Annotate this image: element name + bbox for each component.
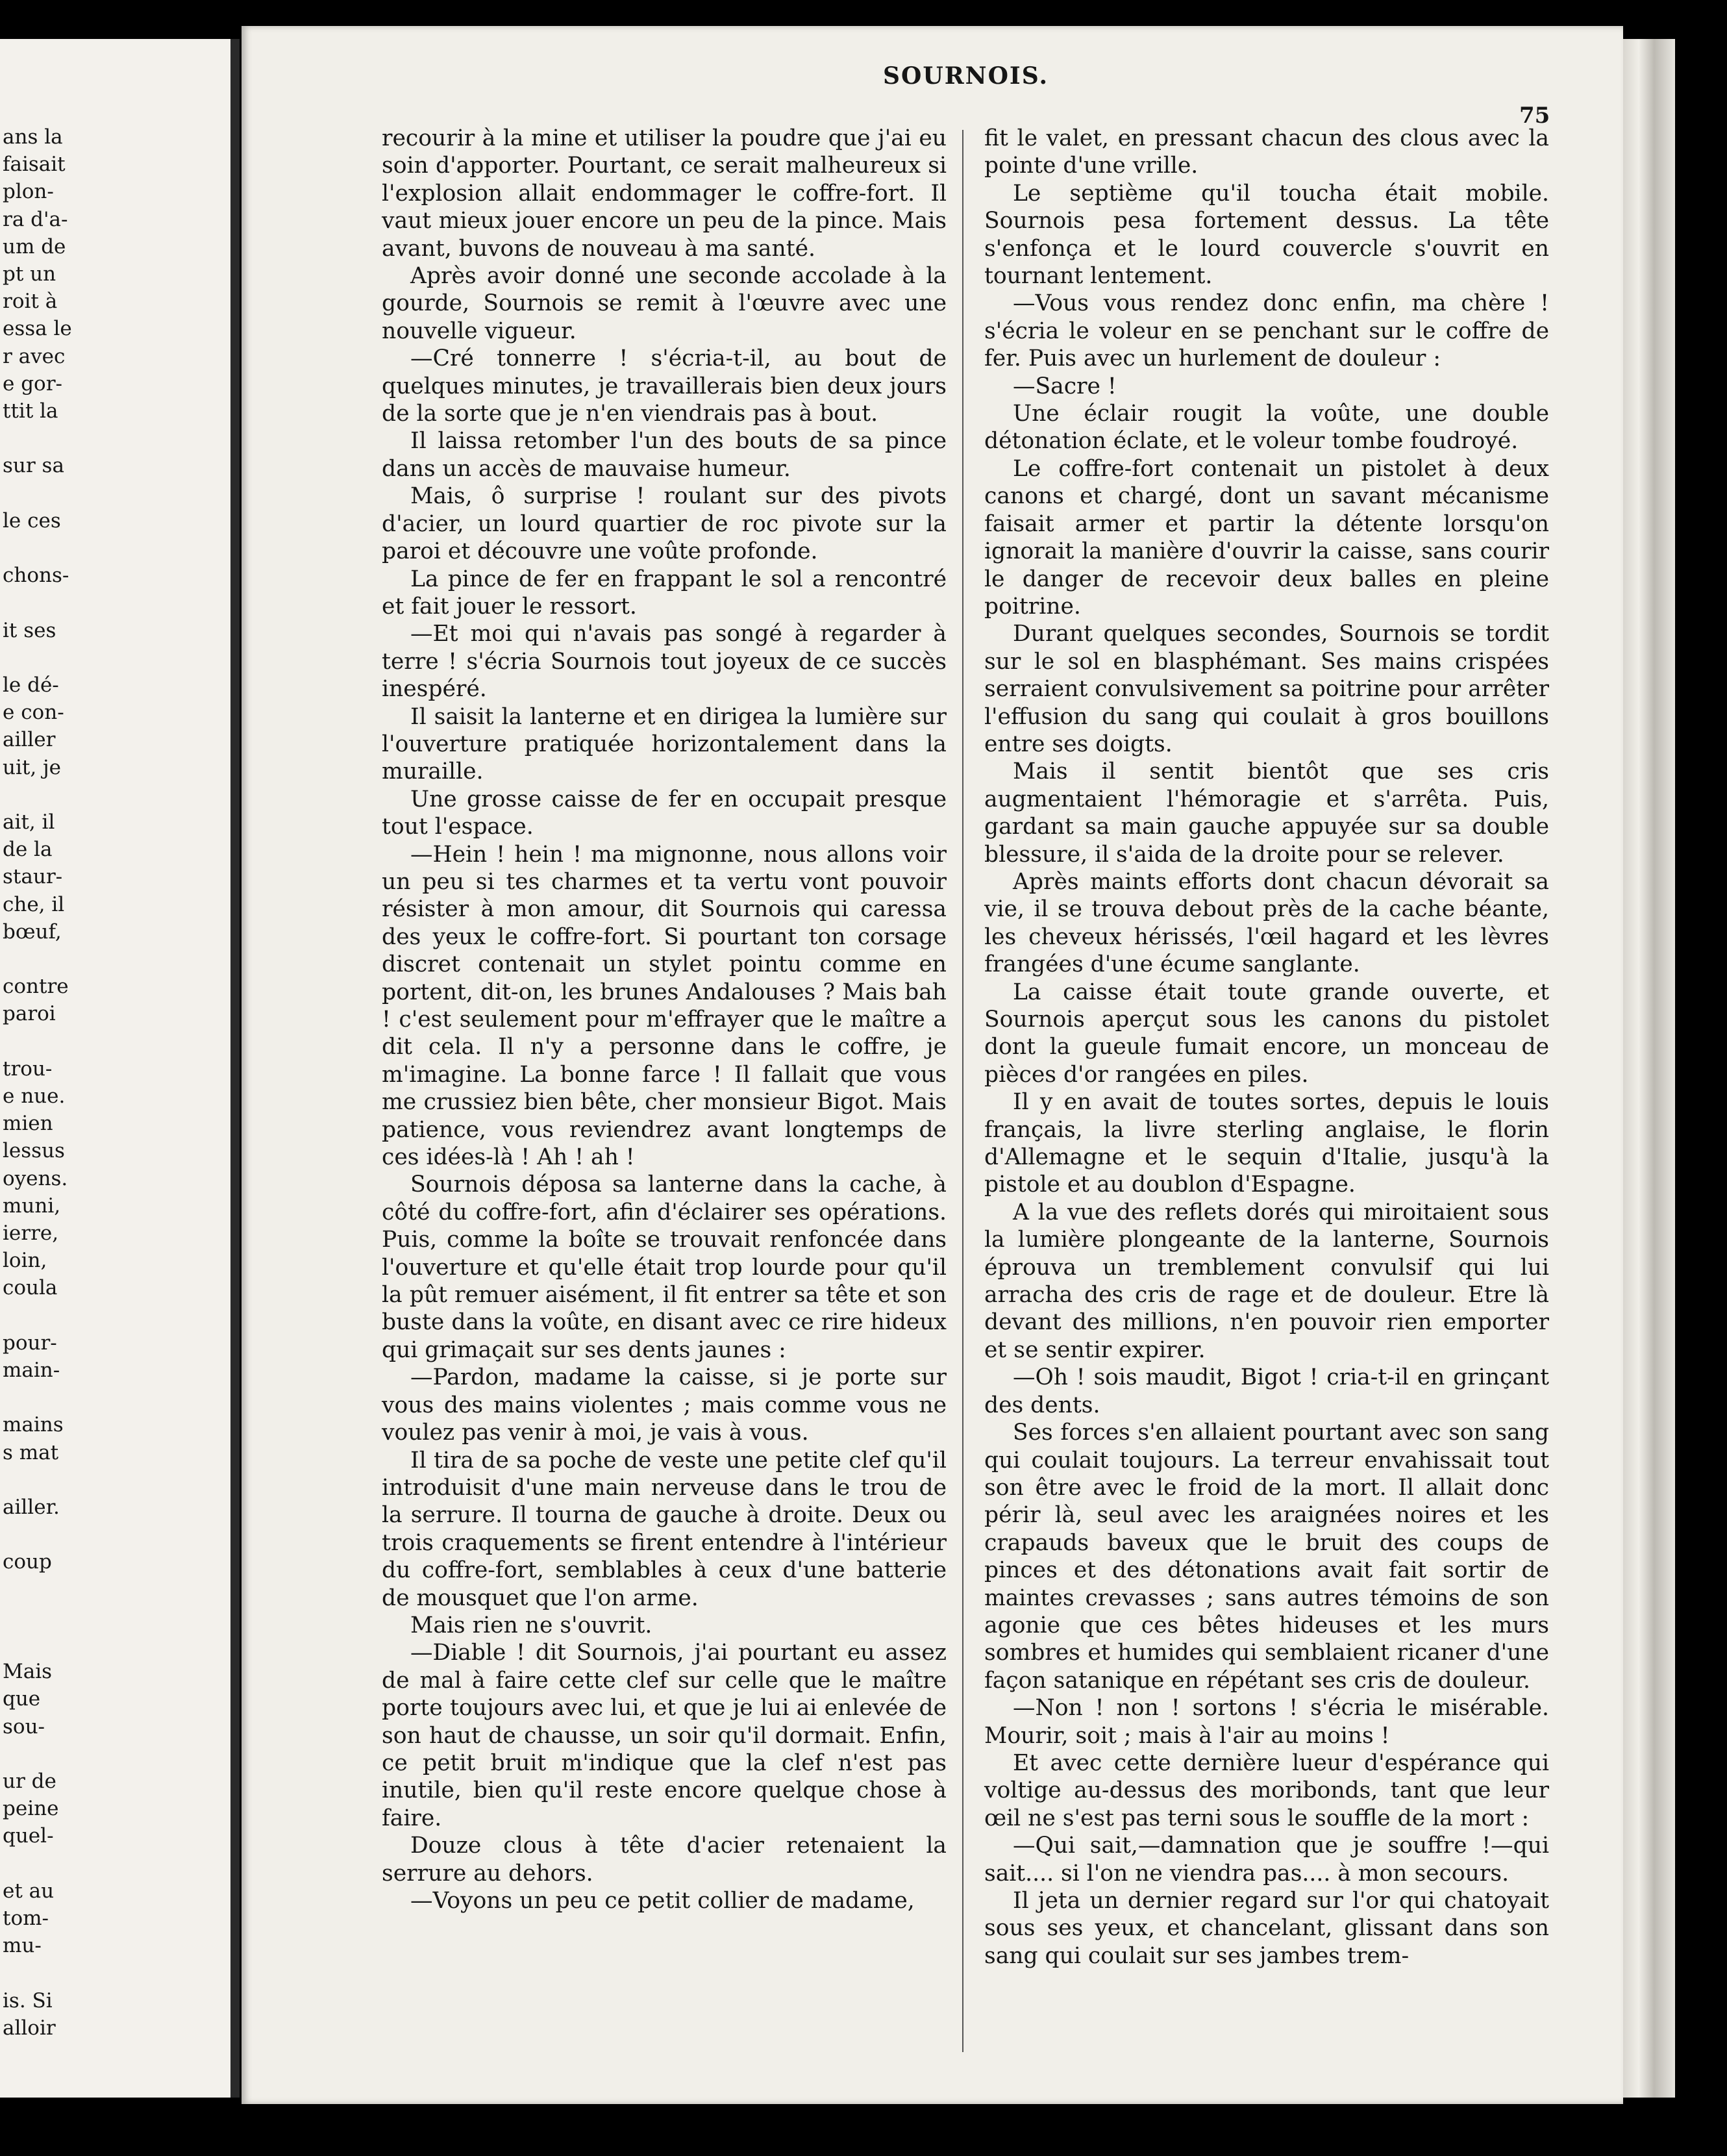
facing-page-line: que [3, 1687, 41, 1711]
facing-page-line: bœuf, [3, 920, 62, 944]
facing-page-line: et au [3, 1879, 55, 1903]
facing-page-line [3, 1603, 9, 1631]
facing-page-line: ttit la [3, 399, 58, 423]
paragraph: —Cré tonnerre ! s'écria-t-il, au bout de quelques minutes, je travaillerais bien deux jours de la sorte que je n'en viendrais pas à bout. [382, 345, 947, 427]
facing-page-line: r avec [3, 344, 66, 368]
paragraph: —Hein ! hein ! ma mignonne, nous allons voir un peu si tes charmes et ta vertu vont pouvoir résister à mon amour, dit Sournois qui caressa des yeux le coffre-fort. Si pourtant ton corsage discret contenait un stylet pointu comme en portent, dit-on, les brunes Andalouses ? Mais bah ! c'est seulement pour m'effrayer que le maître a dit cela. Il n'y a personne dans le coffre, je m'imagine. La bonne farce ! Il fallait que vous me crussiez bien bête, cher monsieur Bigot. Mais patience, vous reviendrez avant longtemps de ces idées-là ! Ah ! ah ! [382, 841, 947, 1171]
facing-page-line: mains [3, 1413, 64, 1437]
paragraph: Mais, ô surprise ! roulant sur des pivots d'acier, un lourd quartier de roc pivote sur la paroi et découvre une voûte profonde. [382, 483, 947, 565]
paragraph: Il tira de sa poche de veste une petite clef qu'il introduisit d'une main nerveuse dans le trou de la serrure. Il tourna de gauche à droite. Deux ou trois craquements se firent entendre à l'intérieur du coffre-fort, semblables à ceux d'une batterie de mousquet que l'on arme. [382, 1447, 947, 1611]
paragraph: Une éclair rougit la voûte, une double détonation éclate, et le voleur tombe foudroyé. [984, 401, 1549, 455]
facing-page-line: main- [3, 1359, 60, 1382]
facing-page-line: pt un [3, 262, 56, 286]
facing-page-line: um de [3, 234, 66, 258]
facing-page-line: paroi [3, 1002, 56, 1026]
facing-page-line: ierre, [3, 1222, 59, 1245]
facing-page-line [3, 1384, 9, 1411]
paragraph: Mais il sentit bientôt que ses cris augmentaient l'hémoragie et s'arrêta. Puis, gardant sa main gauche appuyée sur sa double blessure, il s'aida de la droite pour se relever. [984, 758, 1549, 868]
facing-page-line: e gor- [3, 371, 63, 395]
paragraph: Sournois déposa sa lanterne dans la cache, à côté du coffre-fort, afin d'éclairer ses opérations. Puis, comme la boîte se trouvait renfoncée dans l'ouverture et qu'elle était trop lourde pour qu'il la pût remuer aisément, il fit entrer sa tête et son buste dans la voûte, en disant avec ce rire hideux qui grimaçait sur ses dents jaunes : [382, 1172, 947, 1363]
paragraph: La pince de fer en frappant le sol a rencontré et fait jouer le ressort. [382, 566, 947, 620]
facing-page-line: ailler. [3, 1496, 60, 1519]
facing-page-line [3, 781, 9, 808]
facing-page-line: coup [3, 1550, 52, 1574]
paragraph: Il y en avait de toutes sortes, depuis le louis français, la livre sterling anglaise, le florin d'Allemagne et le sequin d'Italie, jusqu'à la pistole et au doublon d'Espagne. [984, 1089, 1549, 1198]
paragraph: A la vue des reflets dorés qui miroitaient sous la lumière plongeante de la lanterne, Sournois éprouva un tremblement convulsif qui lui arracha des cris de rage et de douleur. Etre là devant des millions, n'en pouvoir rien emporter et se sentir expirer. [984, 1199, 1549, 1363]
facing-page-line [3, 644, 9, 671]
facing-page-line: sur sa [3, 454, 64, 478]
facing-page-line: ans la [3, 125, 63, 149]
paragraph: —Voyons un peu ce petit collier de madame, [410, 1888, 915, 1914]
facing-page-line: de la [3, 838, 53, 862]
facing-page-line: che, il [3, 892, 65, 916]
paragraph: Il laissa retomber l'un des bouts de sa pince dans un accès de mauvaise humeur. [382, 428, 947, 482]
facing-page-line: contre [3, 975, 69, 999]
paragraph: —Diable ! dit Sournois, j'ai pourtant eu assez de mal à faire cette clef sur celle que le maître porte toujours avec lui, et que je lui ai enlevée de son haut de chausse, un soir qu'il dormait. Enfin, ce petit bruit m'indique que la clef n'est pas inutile, bien qu'il reste encore quelque chose à faire. [382, 1640, 947, 1831]
text-column-left [382, 125, 947, 1914]
paragraph: Il jeta un dernier regard sur l'or qui chatoyait sous ses yeux, et chancelant, glissant dans son sang qui coulait sur ses jambes trem- [984, 1888, 1549, 1969]
facing-page-left [0, 39, 230, 2098]
text-column-right [984, 125, 1549, 1970]
facing-page-line: s mat [3, 1440, 59, 1464]
facing-page-line: lessus [3, 1139, 65, 1163]
facing-page-line: peine [3, 1797, 59, 1821]
paragraph: Après maints efforts dont chacun dévorait sa vie, il se trouva debout près de la cache béante, les cheveux hérissés, l'œil hagard et les lèvres frangées d'une écume sanglante. [984, 868, 1549, 978]
facing-page-line: le dé- [3, 673, 59, 697]
paragraph: —Vous vous rendez donc enfin, ma chère ! s'écria le voleur en se penchant sur le coffre de fer. Puis avec un hurlement de douleur : [984, 290, 1549, 372]
facing-page-line: pour- [3, 1331, 57, 1355]
paragraph: Durant quelques secondes, Sournois se tordit sur le sol en blasphémant. Ses mains crispées serraient convulsivement sa poitrine pour arrêter l'effusion du sang qui coulait à gros bouillons entre ses doigts. [984, 621, 1549, 757]
facing-page-line: trou- [3, 1057, 53, 1081]
facing-page-line [3, 1466, 9, 1494]
running-head: SOURNOIS. [883, 62, 1049, 90]
facing-page-line: loin, [3, 1249, 47, 1273]
facing-page-line [3, 1631, 9, 1658]
facing-page-line: ailler [3, 728, 56, 752]
paragraph: Le coffre-fort contenait un pistolet à deux canons et chargé, dont un savant mécanisme faisait armer et partir la détente lorsqu'on ignorait la manière d'ouvrir la caisse, sans courir le danger de recevoir deux balles en pleine poitrine. [984, 455, 1549, 620]
facing-page-line [3, 1302, 9, 1329]
column-rule [962, 130, 963, 2052]
facing-page-line: alloir [3, 2016, 56, 2040]
facing-page-line: coula [3, 1276, 58, 1300]
paragraph: Une grosse caisse de fer en occupait presque tout l'espace. [382, 786, 947, 840]
paragraph: recourir à la mine et utiliser la poudre que j'ai eu soin d'apporter. Pourtant, ce serait malheureux si l'explosion allait endommager le coffre-fort. Il vaut mieux jouer encore un peu de la pince. Mais avant, buvons de nouveau à ma santé. [382, 125, 947, 262]
facing-page-line [3, 1850, 9, 1877]
facing-page-line [3, 1959, 9, 1987]
facing-page-line: e nue. [3, 1084, 66, 1108]
facing-page-line: mien [3, 1112, 53, 1136]
facing-page-line: ra d'a- [3, 207, 68, 231]
facing-page-line: mu- [3, 1934, 42, 1958]
facing-page-line: Mais [3, 1660, 53, 1684]
paragraph: Il saisit la lanterne et en dirigea la lumière sur l'ouverture pratiquée horizontalement dans la muraille. [382, 703, 947, 785]
facing-page-line: staur- [3, 865, 63, 889]
facing-page-line: roit à [3, 290, 58, 314]
facing-page-line [3, 589, 9, 616]
paragraph: —Pardon, madame la caisse, si je porte sur vous des mains violentes ; mais comme vous ne voulez pas venir à moi, je vais à vous. [382, 1364, 947, 1446]
paragraph: fit le valet, en pressant chacun des clous avec la pointe d'une vrille. [984, 125, 1549, 179]
paragraph: Ses forces s'en allaient pourtant avec son sang qui coulait toujours. La terreur envahissait tout son être avec le froid de la mort. Il allait donc périr là, seul avec les araignées noires et les crapauds baveux que le bruit des coups de pinces et des détonations avait fait sortir de maintes crevasses ; sans autres témoins de son agonie que ces bêtes hideuses et les murs sombres et humides qui semblaient ricaner d'une façon satanique en répétant ses cris de douleur. [984, 1420, 1549, 1694]
paragraph: —Oh ! sois maudit, Bigot ! cria-t-il en grinçant des dents. [984, 1364, 1549, 1418]
facing-page-line: quel- [3, 1824, 54, 1848]
facing-page-line: chons- [3, 564, 69, 588]
facing-page-line: plon- [3, 180, 54, 204]
facing-page-line [3, 1028, 9, 1055]
facing-page-line: is. Si [3, 1988, 53, 2012]
facing-page-line: le ces [3, 508, 61, 533]
page-edges [1623, 39, 1675, 2098]
page-number: 75 [1519, 103, 1550, 129]
facing-page-line: oyens. [3, 1166, 68, 1190]
paragraph: Mais rien ne s'ouvrit. [410, 1612, 652, 1638]
facing-page-line [3, 1740, 9, 1768]
paragraph: Douze clous à tête d'acier retenaient la serrure au dehors. [382, 1833, 947, 1886]
facing-page-line [3, 534, 9, 562]
facing-page-line: ait, il [3, 810, 55, 834]
facing-page-line [3, 946, 9, 973]
facing-page-line: essa le [3, 317, 72, 341]
book-gutter [230, 39, 240, 2098]
paragraph: Après avoir donné une seconde accolade à la gourde, Sournois se remit à l'œuvre avec une nouvelle vigueur. [382, 263, 947, 344]
facing-page-line [3, 1576, 9, 1603]
facing-page-line: it ses [3, 618, 56, 642]
paragraph: —Sacre ! [1013, 373, 1117, 399]
facing-page-line [3, 480, 9, 507]
facing-page-line: uit, je [3, 755, 62, 779]
facing-page-line: sou- [3, 1714, 45, 1738]
paragraph: Et avec cette dernière lueur d'espérance qui voltige au-dessus des moribonds, tant que leur œil ne s'est pas terni sous le souffle de la mort : [984, 1749, 1549, 1831]
paragraph: Le septième qu'il toucha était mobile. Sournois pesa fortement dessus. La tête s'enfonça et le lourd couvercle s'ouvrit en tournant lentement. [984, 180, 1549, 290]
paragraph: —Non ! non ! sortons ! s'écria le misérable. Mourir, soit ; mais à l'air au moins ! [984, 1695, 1549, 1749]
facing-page-line: faisait [3, 153, 66, 177]
facing-page-line: e con- [3, 701, 64, 725]
facing-page-line: ur de [3, 1770, 56, 1793]
facing-page-line: muni, [3, 1194, 61, 1218]
facing-page-line [3, 1521, 9, 1548]
paragraph: —Et moi qui n'avais pas songé à regarder à terre ! s'écria Sournois tout joyeux de ce succès inespéré. [382, 621, 947, 703]
facing-page-line [3, 425, 9, 452]
facing-page-line: tom- [3, 1907, 49, 1930]
paragraph: —Qui sait,—damnation que je souffre !—qui sait.... si l'on ne viendra pas.... à mon secours. [984, 1833, 1549, 1886]
paragraph: La caisse était toute grande ouverte, et Sournois aperçut sous les canons du pistolet dont la gueule fumait encore, un monceau de pièces d'or rangées en piles. [984, 979, 1549, 1088]
